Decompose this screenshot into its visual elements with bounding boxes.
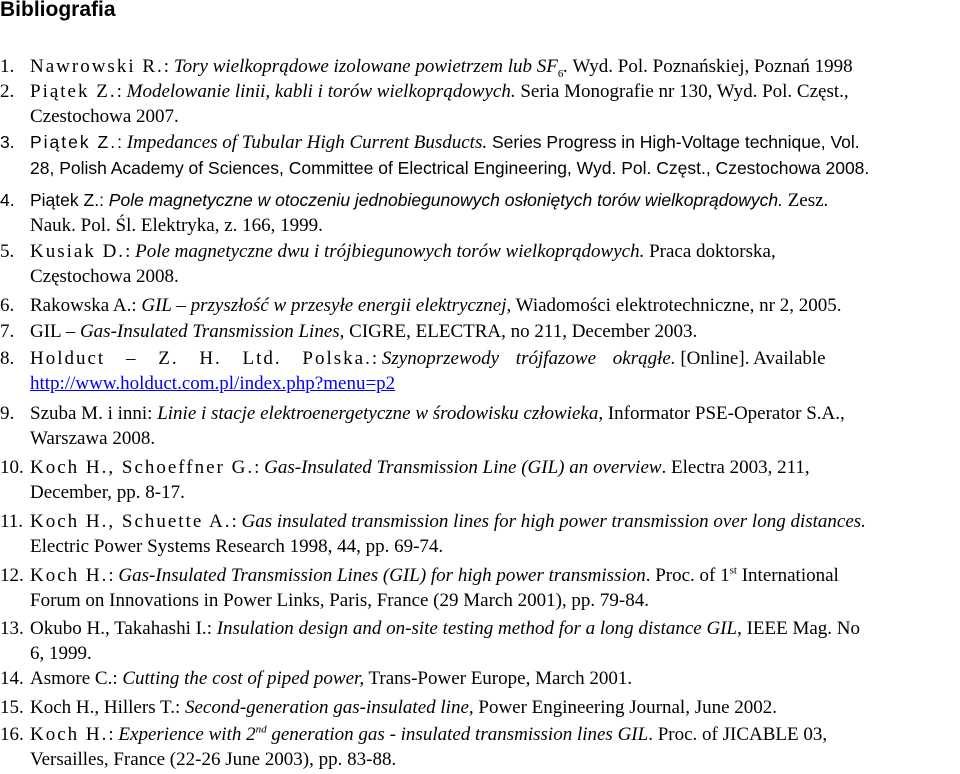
reference-number: 12. [0,565,24,586]
reference-separator: : [117,132,127,152]
reference-number: 14. [0,668,24,689]
reference-item-8 [0,347,955,396]
reference-details: Wyd. Pol. Poznańskiej, Poznań 1998 [568,56,853,77]
reference-author: Kusiak D. [30,241,126,262]
reference-number: 13. [0,618,24,639]
reference-item-7 [0,320,955,345]
reference-item-5 [0,240,955,289]
reference-details: Trans-Power Europe, March 2001. [364,668,633,689]
reference-number: 7. [0,321,15,342]
reference-details: Series Progress in High-Voltage technique, Vol. [487,132,860,152]
reference-title: Experience with 2 [118,724,256,745]
reference-author: GIL [30,321,61,342]
reference-separator: : [254,457,265,478]
reference-number: 16. [0,724,24,745]
reference-number: 1. [0,56,15,77]
reference-details: Seria Monografie nr 130, Wyd. Pol. Częst., [515,81,849,102]
reference-continuation: Warszawa 2008. [30,427,156,449]
reference-continuation: 6, 1999. [30,642,92,664]
reference-continuation: Czestochowa 2007. [30,105,179,127]
reference-author: Koch H., Hillers T. [30,697,175,718]
reference-item-3 [0,130,955,180]
reference-author: Asmore C. [30,668,113,689]
reference-title: Gas-Insulated Transmission Lines (GIL) for high power transmission [118,565,646,586]
reference-number: 11. [0,511,24,532]
reference-title: Tory wielkoprądowe izolowane powietrzem lub SF [173,56,558,77]
reference-item-2 [0,80,955,129]
reference-separator: : [125,241,136,262]
reference-separator: : [371,348,382,369]
reference-title-end: generation gas - insulated transmission lines GIL [266,724,649,745]
reference-details: CIGRE, ELECTRA, no 211, December 2003. [344,321,698,342]
reference-author: Okubo H., Takahashi I. [30,618,207,639]
reference-title: Linie i stacje elektroenergetyczne w środowisku człowieka [157,403,599,424]
reference-title: Pole magnetyczne dwu i trójbiegunowych torów wielkoprądowych. [135,241,645,262]
reference-superscript: st [729,564,737,577]
reference-title: Cutting the cost of piped power, [122,668,365,689]
reference-title: Gas-Insulated Transmission Lines, [79,321,345,342]
reference-number: 6. [0,295,15,316]
reference-separator: : [112,668,123,689]
reference-details: Power Engineering Journal, June 2002. [473,697,778,718]
reference-author: Holduct – Z. H. Ltd. Polska. [30,348,372,369]
reference-title: Szynoprzewody trójfazowe okrągłe. [381,348,676,369]
reference-item-16 [0,723,955,772]
reference-item-10 [0,456,955,505]
reference-separator: : [99,190,109,210]
reference-continuation: Versailles, France (22-26 June 2003), pp. 83-88. [30,748,397,770]
reference-item-13 [0,617,955,666]
reference-details: . Electra 2003, 211, [661,457,810,478]
reference-details: Zesz. [782,190,829,211]
reference-number: 3. [0,132,15,152]
reference-details: Praca doktorska, [644,241,776,262]
reference-separator: : [206,618,217,639]
reference-separator: : [108,724,119,745]
reference-item-11 [0,510,955,559]
reference-author: Piątek Z. [30,81,117,102]
reference-number: 4. [0,190,15,210]
reference-separator: : [174,697,185,718]
reference-item-1 [0,55,955,80]
reference-title: Insulation design and on-site testing method for a long distance GIL [216,618,738,639]
reference-title-end: . [563,56,569,77]
reference-item-14 [0,667,955,692]
reference-title: Second-generation gas-insulated line, [184,697,474,718]
reference-details: . Proc. of JICABLE 03, [648,724,828,745]
reference-details: , IEEE Mag. No [737,618,861,639]
reference-number: 15. [0,697,24,718]
reference-author: Piątek Z. [30,190,100,210]
reference-title: Modelowanie linii, kabli i torów wielkoprądowych. [126,81,516,102]
reference-continuation: 28, Polish Academy of Sciences, Committee of Electrical Engineering, Wyd. Pol. Częst., Czestochowa 2008. [30,157,870,178]
reference-title: Gas insulated transmission lines for high power transmission over long distances. [241,511,866,532]
reference-author: Koch H., Schuette A. [30,511,232,532]
reference-item-15 [0,696,955,721]
reference-continuation: Nauk. Pol. Śl. Elektryka, z. 166, 1999. [30,214,323,236]
reference-separator: : [147,403,158,424]
reference-title: Pole magnetyczne w otoczeniu jednobiegunowych osłoniętych torów wielkoprądowych. [108,190,783,210]
reference-title: Impedances of Tubular High Current Busducts. [126,132,488,153]
reference-author: Rakowska A. [30,295,132,316]
reference-author: Koch H., Schoeffner G. [30,457,255,478]
reference-number: 5. [0,241,15,262]
reference-separator: : [231,511,242,532]
reference-separator: : [108,565,119,586]
reference-details: Wiadomości elektrotechniczne, nr 2, 2005. [511,295,842,316]
page-title: Bibliografia [0,0,116,21]
reference-title: Gas-Insulated Transmission Line (GIL) an overview [264,457,662,478]
reference-author: Koch H. [30,565,109,586]
reference-subscript: 6 [557,67,564,80]
reference-continuation: Częstochowa 2008. [30,265,179,287]
reference-author: Koch H. [30,724,109,745]
reference-superscript: nd [255,723,267,736]
reference-item-9 [0,402,955,451]
reference-details-end: International [736,565,839,586]
reference-number: 2. [0,81,15,102]
reference-number: 9. [0,403,15,424]
reference-author: Szuba M. i inni [30,403,148,424]
reference-separator: : [163,56,174,77]
reference-details: . Proc. of 1 [645,565,730,586]
reference-separator: : [131,295,142,316]
reference-continuation: December, pp. 8-17. [30,481,185,503]
reference-author: Piątek Z. [30,132,118,152]
reference-item-6 [0,294,955,319]
reference-continuation: Forum on Innovations in Power Links, Paris, France (29 March 2001), pp. 79-84. [30,589,650,611]
reference-title: GIL – przyszłość w przesyłe energii elektrycznej, [141,295,512,316]
reference-details: , Informator PSE-Operator S.A., [598,403,845,424]
reference-author: Nawrowski R. [30,56,164,77]
reference-item-4 [0,188,955,238]
reference-separator: – [60,321,80,342]
reference-link[interactable]: http://www.holduct.com.pl/index.php?menu=p2 [30,372,396,394]
reference-number: 10. [0,457,24,478]
reference-separator: : [116,81,127,102]
reference-number: 8. [0,348,15,369]
reference-continuation: Electric Power Systems Research 1998, 44, pp. 69-74. [30,535,444,557]
reference-item-12 [0,564,955,613]
reference-details: [Online]. Available [675,348,826,369]
